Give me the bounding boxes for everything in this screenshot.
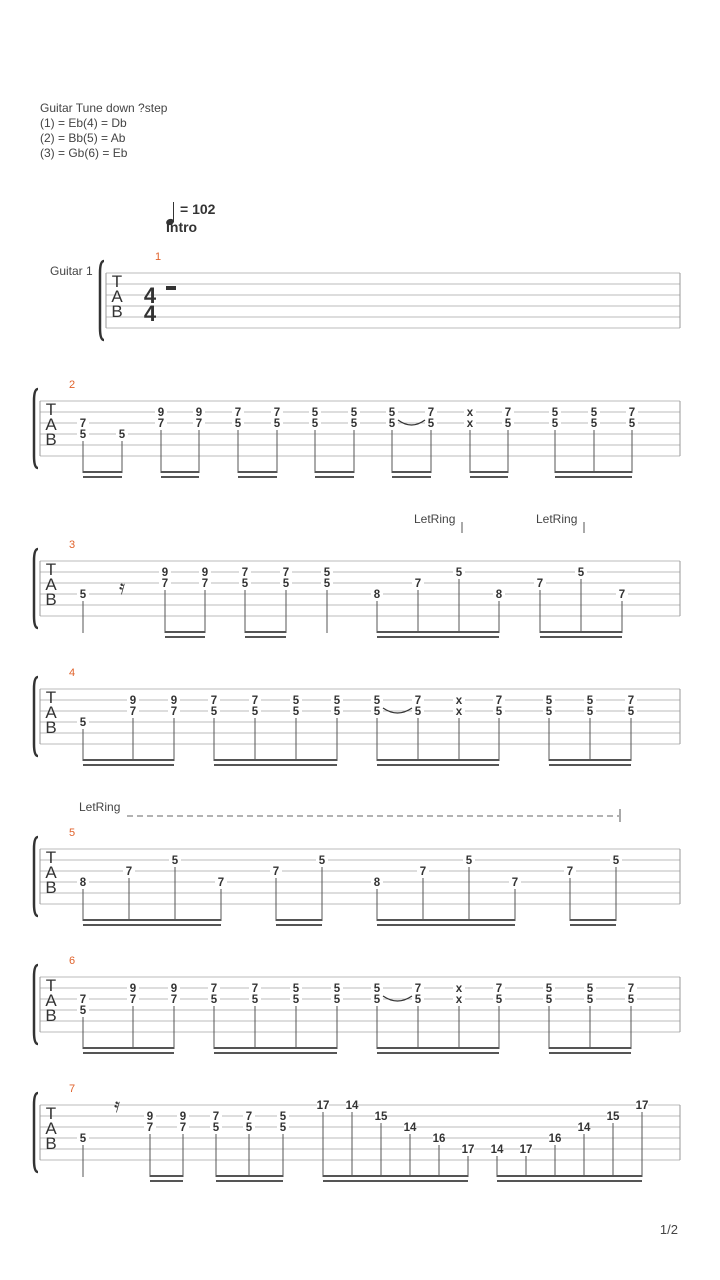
measure-number: 2: [68, 379, 76, 391]
fret-number: 7: [146, 1122, 154, 1134]
measure-number: 4: [68, 667, 76, 679]
fret-number: 7: [495, 983, 503, 995]
fret-number: x: [455, 706, 463, 718]
fret-number: 5: [551, 418, 559, 430]
fret-number: 5: [545, 695, 553, 707]
fret-number: 14: [403, 1122, 417, 1134]
fret-number: 5: [273, 418, 281, 430]
fret-number: 5: [373, 994, 381, 1006]
tuning-line-1: (1) = Eb(4) = Db: [40, 116, 127, 130]
fret-number: 7: [210, 983, 218, 995]
fret-number: 9: [129, 695, 137, 707]
fret-number: 7: [217, 877, 225, 889]
fret-number: 5: [577, 567, 585, 579]
fret-number: 9: [146, 1111, 154, 1123]
fret-number: 5: [79, 1005, 87, 1017]
fret-number: 5: [323, 567, 331, 579]
fret-number: 15: [606, 1111, 620, 1123]
fret-number: 9: [170, 695, 178, 707]
fret-number: 8: [373, 877, 381, 889]
fret-number: 7: [627, 983, 635, 995]
fret-number: 14: [490, 1144, 504, 1156]
fret-number: 5: [388, 407, 396, 419]
fret-number: 7: [273, 407, 281, 419]
fret-number: 7: [618, 589, 626, 601]
fret-number: 7: [157, 418, 165, 430]
tab-clef-letter: B: [111, 302, 123, 321]
tab-clef-letter: A: [45, 575, 57, 594]
fret-number: 5: [465, 855, 473, 867]
tab-clef-letter: A: [111, 287, 123, 306]
fret-number: 5: [292, 706, 300, 718]
fret-number: 7: [272, 866, 280, 878]
fret-number: 9: [170, 983, 178, 995]
fret-number: 5: [282, 578, 290, 590]
tab-clef-letter: T: [45, 1104, 57, 1123]
measure-number: 3: [68, 539, 76, 551]
fret-number: 5: [333, 695, 341, 707]
fret-number: 7: [161, 578, 169, 590]
fret-number: 7: [195, 418, 203, 430]
fret-number: 5: [210, 706, 218, 718]
fret-number: 5: [79, 1133, 87, 1145]
fret-number: 14: [345, 1100, 359, 1112]
fret-number: 7: [251, 695, 259, 707]
fret-number: 5: [118, 429, 126, 441]
fret-number: 7: [129, 706, 137, 718]
fret-number: 5: [311, 407, 319, 419]
staff-bracket: [100, 261, 104, 340]
measure-number: 1: [154, 251, 162, 263]
staff-bracket: [34, 677, 38, 756]
fret-number: 7: [241, 567, 249, 579]
fret-number: 5: [590, 418, 598, 430]
fret-number: 9: [161, 567, 169, 579]
staff-bracket: [34, 1093, 38, 1172]
let-ring-marker: LetRing: [414, 512, 456, 526]
fret-number: 5: [551, 407, 559, 419]
fret-number: 9: [201, 567, 209, 579]
fret-number: 16: [432, 1133, 446, 1145]
section-label: Intro: [166, 219, 198, 235]
fret-number: 5: [292, 695, 300, 707]
tab-clef-letter: A: [45, 415, 57, 434]
fret-number: 5: [251, 994, 259, 1006]
fret-number: 5: [212, 1122, 220, 1134]
fret-number: 5: [545, 983, 553, 995]
measure-number: 5: [68, 827, 76, 839]
fret-number: 5: [414, 706, 422, 718]
fret-number: 5: [504, 418, 512, 430]
half-rest-icon: [166, 286, 176, 290]
fret-number: 7: [251, 983, 259, 995]
page-number: 1/2: [659, 1222, 678, 1237]
fret-number: 7: [282, 567, 290, 579]
tuning-title: Guitar Tune down ?step: [40, 101, 168, 115]
fret-number: 7: [210, 695, 218, 707]
fret-number: 5: [545, 994, 553, 1006]
fret-number: 7: [212, 1111, 220, 1123]
fret-number: 5: [350, 407, 358, 419]
tempo-bpm: = 102: [180, 201, 216, 217]
fret-number: 5: [373, 983, 381, 995]
fret-number: 8: [79, 877, 87, 889]
fret-number: 5: [333, 706, 341, 718]
tab-clef-letter: A: [45, 991, 57, 1010]
fret-number: 5: [279, 1122, 287, 1134]
fret-number: 5: [373, 706, 381, 718]
tab-clef-letter: B: [45, 1134, 57, 1153]
tab-clef-letter: B: [45, 718, 57, 737]
fret-number: 7: [170, 706, 178, 718]
fret-number: 5: [333, 983, 341, 995]
tab-clef-letter: T: [45, 688, 57, 707]
fret-number: 7: [129, 994, 137, 1006]
fret-number: 17: [519, 1144, 533, 1156]
fret-number: 8: [495, 589, 503, 601]
staff-bracket: [34, 549, 38, 628]
fret-number: 7: [627, 695, 635, 707]
fret-number: 5: [495, 706, 503, 718]
fret-number: 5: [612, 855, 620, 867]
let-ring-marker: LetRing: [536, 512, 578, 526]
fret-number: x: [466, 418, 474, 430]
fret-number: 5: [241, 578, 249, 590]
fret-number: 15: [374, 1111, 388, 1123]
fret-number: 9: [157, 407, 165, 419]
fret-number: 5: [627, 994, 635, 1006]
fret-number: 5: [586, 695, 594, 707]
fret-number: 17: [461, 1144, 475, 1156]
measure-number: 6: [68, 955, 76, 967]
fret-number: x: [455, 695, 463, 707]
tab-clef-letter: T: [45, 560, 57, 579]
fret-number: 5: [79, 589, 87, 601]
fret-number: 7: [79, 418, 87, 430]
fret-number: 7: [536, 578, 544, 590]
time-signature-bottom: 4: [143, 301, 157, 326]
fret-number: 5: [350, 418, 358, 430]
fret-number: 5: [545, 706, 553, 718]
track-name: Guitar 1: [50, 264, 93, 278]
fret-number: 5: [586, 994, 594, 1006]
tab-clef-letter: T: [45, 848, 57, 867]
fret-number: 5: [210, 994, 218, 1006]
fret-number: 9: [195, 407, 203, 419]
fret-number: 14: [577, 1122, 591, 1134]
fret-number: 5: [388, 418, 396, 430]
fret-number: 7: [234, 407, 242, 419]
tab-clef-letter: T: [45, 400, 57, 419]
fret-number: 17: [635, 1100, 649, 1112]
fret-number: 5: [251, 706, 259, 718]
fret-number: 7: [79, 994, 87, 1006]
fret-number: 5: [79, 429, 87, 441]
fret-number: 7: [628, 407, 636, 419]
sixteenth-rest-icon: 𝄿: [113, 1095, 121, 1117]
fret-number: 5: [455, 567, 463, 579]
fret-number: 5: [427, 418, 435, 430]
fret-number: x: [466, 407, 474, 419]
tab-clef-letter: A: [45, 863, 57, 882]
fret-number: 7: [427, 407, 435, 419]
measure-number: 7: [68, 1083, 76, 1095]
fret-number: x: [455, 983, 463, 995]
tab-clef-letter: B: [45, 878, 57, 897]
tab-clef-letter: T: [45, 976, 57, 995]
tab-clef-letter: A: [45, 1119, 57, 1138]
fret-number: 9: [179, 1111, 187, 1123]
fret-number: 5: [495, 994, 503, 1006]
fret-number: 7: [179, 1122, 187, 1134]
fret-number: 5: [323, 578, 331, 590]
fret-number: 5: [311, 418, 319, 430]
fret-number: 7: [414, 578, 422, 590]
tab-clef-letter: B: [45, 590, 57, 609]
tab-clef-letter: B: [45, 430, 57, 449]
fret-number: 7: [504, 407, 512, 419]
fret-number: 5: [373, 695, 381, 707]
sixteenth-rest-icon: 𝄿: [118, 577, 126, 599]
fret-number: 5: [590, 407, 598, 419]
fret-number: 5: [234, 418, 242, 430]
fret-number: 7: [125, 866, 133, 878]
fret-number: 5: [292, 983, 300, 995]
fret-number: 5: [414, 994, 422, 1006]
fret-number: 7: [511, 877, 519, 889]
tuning-line-3: (3) = Gb(6) = Eb: [40, 146, 128, 160]
fret-number: 5: [292, 994, 300, 1006]
fret-number: 7: [201, 578, 209, 590]
fret-number: 5: [586, 706, 594, 718]
fret-number: 5: [171, 855, 179, 867]
fret-number: 5: [318, 855, 326, 867]
fret-number: 7: [414, 695, 422, 707]
fret-number: 5: [279, 1111, 287, 1123]
fret-number: 16: [548, 1133, 562, 1145]
tab-clef-letter: T: [111, 272, 123, 291]
fret-number: 7: [245, 1111, 253, 1123]
tuning-line-2: (2) = Bb(5) = Ab: [40, 131, 126, 145]
fret-number: 7: [414, 983, 422, 995]
fret-number: 17: [316, 1100, 330, 1112]
fret-number: 5: [586, 983, 594, 995]
fret-number: 5: [627, 706, 635, 718]
time-signature-top: 4: [143, 283, 157, 308]
fret-number: 7: [419, 866, 427, 878]
fret-number: 5: [628, 418, 636, 430]
fret-number: x: [455, 994, 463, 1006]
staff-bracket: [34, 965, 38, 1044]
let-ring-marker: LetRing: [79, 800, 121, 814]
fret-number: 7: [495, 695, 503, 707]
fret-number: 9: [129, 983, 137, 995]
staff-bracket: [34, 837, 38, 916]
fret-number: 8: [373, 589, 381, 601]
staff-bracket: [34, 389, 38, 468]
tab-clef-letter: B: [45, 1006, 57, 1025]
fret-number: 5: [333, 994, 341, 1006]
tab-clef-letter: A: [45, 703, 57, 722]
fret-number: 5: [79, 717, 87, 729]
fret-number: 7: [566, 866, 574, 878]
fret-number: 5: [245, 1122, 253, 1134]
fret-number: 7: [170, 994, 178, 1006]
